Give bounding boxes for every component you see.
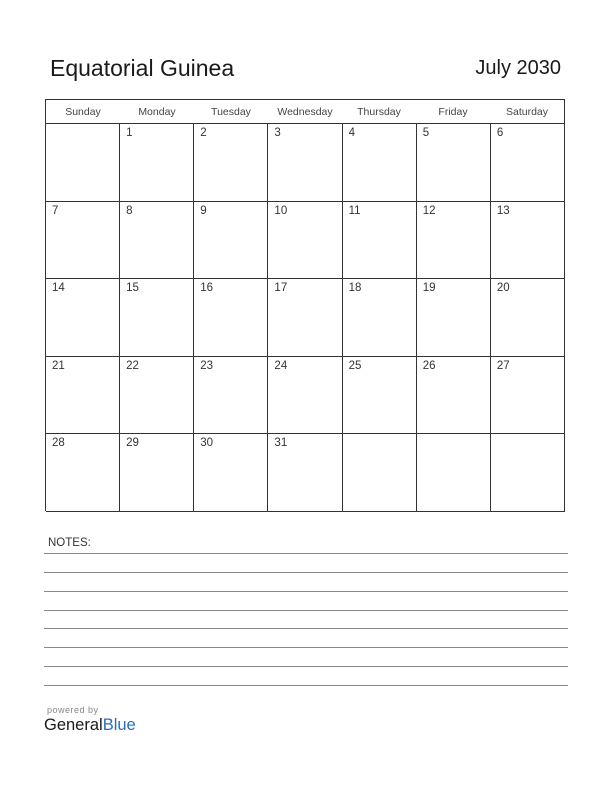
day-cell (268, 357, 342, 435)
day-number: 31 (274, 437, 288, 450)
day-cell (343, 434, 417, 512)
day-number: 26 (422, 359, 436, 372)
day-number: 16 (200, 282, 214, 295)
day-number: 29 (126, 437, 139, 450)
day-cell (343, 279, 417, 357)
day-cell (343, 124, 417, 202)
weekday-wednesday: Wednesday (268, 100, 342, 124)
day-cell (194, 279, 268, 357)
day-cell (120, 357, 194, 435)
day-cell (46, 357, 120, 435)
day-number: 13 (496, 204, 510, 217)
powered-by-label: powered by (47, 705, 99, 715)
day-number: 22 (126, 359, 139, 372)
day-number: 1 (126, 127, 133, 139)
day-number: 14 (52, 282, 65, 295)
day-number: 8 (126, 204, 133, 217)
day-cell (268, 434, 342, 512)
notes-line (44, 666, 568, 667)
notes-line (44, 647, 568, 648)
day-cell (491, 434, 565, 512)
weekday-tuesday: Tuesday (194, 100, 268, 124)
day-number: 7 (52, 204, 59, 217)
day-cell (491, 279, 565, 357)
notes-line (44, 610, 568, 611)
notes-line (44, 685, 568, 686)
day-cell (194, 357, 268, 435)
day-cell (120, 124, 194, 202)
day-number: 4 (348, 127, 355, 139)
week-row (46, 279, 565, 357)
day-cell (268, 124, 342, 202)
notes-label: NOTES: (48, 537, 91, 549)
day-cell (343, 357, 417, 435)
day-cell (120, 202, 194, 280)
day-number: 17 (274, 282, 288, 295)
day-cell (417, 357, 491, 435)
day-cell (343, 202, 417, 280)
day-cell (46, 279, 120, 357)
day-number: 2 (200, 127, 207, 139)
day-number: 15 (126, 282, 139, 295)
day-cell (46, 434, 120, 512)
weekday-header-row (46, 100, 565, 124)
day-number: 24 (274, 359, 288, 372)
page-title: Equatorial Guinea (50, 55, 235, 81)
notes-line (44, 553, 568, 554)
notes-line (44, 591, 568, 592)
week-row (46, 357, 565, 435)
month-label: July 2030 (475, 57, 561, 79)
day-cell (417, 279, 491, 357)
day-number: 3 (274, 127, 281, 139)
day-number: 28 (52, 437, 65, 450)
day-cell (417, 434, 491, 512)
weekday-saturday: Saturday (490, 100, 565, 124)
weekday-sunday: Sunday (46, 100, 120, 124)
day-number: 25 (348, 359, 362, 372)
day-cell (194, 124, 268, 202)
brand-general: General (44, 716, 103, 734)
day-cell (194, 434, 268, 512)
day-cell (491, 202, 565, 280)
day-number: 5 (422, 127, 430, 139)
day-number: 20 (496, 282, 510, 295)
day-number: 27 (496, 359, 510, 372)
day-cell (491, 357, 565, 435)
day-cell (120, 279, 194, 357)
day-number: 18 (348, 282, 362, 295)
day-number: 23 (200, 359, 214, 372)
day-number: 19 (422, 282, 436, 295)
weekday-thursday: Thursday (342, 100, 416, 124)
day-number: 11 (348, 204, 361, 217)
week-row (46, 202, 565, 280)
day-number: 6 (496, 127, 504, 139)
week-row (46, 434, 565, 512)
day-cell (46, 124, 120, 202)
day-cell (491, 124, 565, 202)
calendar-grid (45, 99, 565, 511)
weekday-monday: Monday (120, 100, 194, 124)
day-cell (194, 202, 268, 280)
brand-blue: Blue (102, 716, 136, 734)
weekday-friday: Friday (416, 100, 490, 124)
notes-line (44, 628, 568, 629)
day-cell (268, 202, 342, 280)
day-number: 12 (422, 204, 436, 217)
brand-logo (44, 716, 136, 735)
day-number: 30 (200, 437, 214, 450)
day-cell (417, 202, 491, 280)
day-number: 9 (200, 204, 207, 217)
day-cell (417, 124, 491, 202)
day-number: 10 (274, 204, 288, 217)
day-number: 21 (52, 359, 65, 372)
weeks-container (46, 124, 565, 512)
day-cell (46, 202, 120, 280)
week-row (46, 124, 565, 202)
day-cell (120, 434, 194, 512)
notes-line (44, 572, 568, 573)
day-cell (268, 279, 342, 357)
